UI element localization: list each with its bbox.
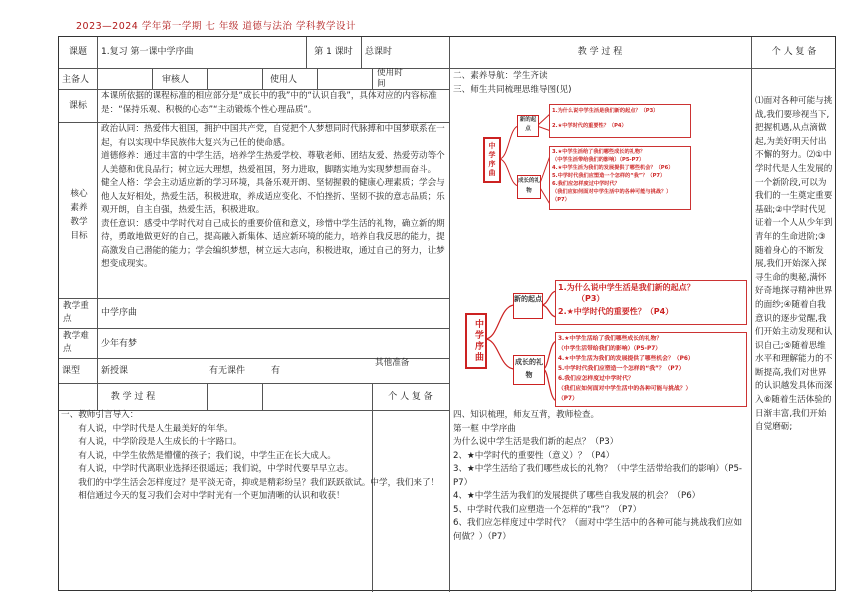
mindmap-large-item: （P3）	[577, 294, 605, 303]
intro-line: 有人说，中学生依然是懵懂的孩子；我们说，中学生正在长大成人。	[78, 450, 337, 461]
intro-title: 一、教师引言导入：	[61, 410, 139, 420]
bottom-process-heading: 教 学 过 程	[110, 392, 156, 402]
mindmap-large-item: 6.我们应怎样度过中学时代？	[558, 376, 634, 382]
intro-line: 有人说，中学时代离职业选择还很遥远；我们说，中学时代要早早立志。	[78, 464, 354, 474]
literacy-goals	[101, 123, 447, 272]
mindmap-small-item: （我们应如何面对中学生活中的各种可能与挑战？）	[552, 189, 672, 195]
question: 5、中学时代我们应塑造一个怎样的“我”？（P7）	[453, 504, 642, 515]
key-text: 中学序曲	[101, 308, 138, 318]
mindmap-large-item: （中学生活带给我们的影响）（P5-P7）	[558, 346, 662, 352]
process-heading: 教 学 过 程	[577, 47, 623, 57]
literacy-responsibility: 责任意识：感受中学时代对自己成长的重要价值和意义，珍惜中学生活的礼物，确立新的期待，勇敢地做更好的自己，提高融入新集体、适应新环境的能力，培养自我反思的能力，提高激发自己潜能的能力；学会编织梦想，树立远大志向，积极进取，通过自己的努力，让梦想变成现实。	[101, 218, 445, 269]
topic-label: 课题	[68, 47, 87, 57]
mindmap-small-item: 5.中学时代我们应塑造一个怎样的“我”？（P7）	[552, 173, 666, 179]
knowledge-heading: 四、知识梳理，师友互背，教师检查。	[453, 410, 600, 420]
question: 为什么说中学生活是我们新的起点？（P3）	[453, 437, 619, 447]
mindmap-small-item: 2.★中学时代的重要性？（P4）	[552, 123, 627, 129]
intro-line: 我们的中学生活会怎样度过？是平淡无奇，抑或是精彩纷呈？我们跃跃欲试。中学，我们来了！	[78, 477, 440, 488]
mindmap-intro: 三、师生共同梳理思维导图(见)	[453, 85, 572, 95]
mindmap-large-root: 中学序曲	[465, 313, 487, 369]
literacy-political: 政治认同：热爱伟大祖国，拥护中国共产党，自觉把个人梦想同时代脉搏和中国梦联系在一起，有以实现中华民族伟大复兴为己任的使命感。	[101, 124, 445, 148]
literacy-personality: 健全人格：学会主动适应新的学习环境，具备乐观开朗、坚韧握毅的健康心理素质；学会与他人友好相处，热爱生活，积极进取，养成适应变化、不怕挫折、坚韧不拔的意志品质；乐观开朗，自主自强，热爱生活，积极进取。	[101, 178, 445, 215]
reviewer-label: 审核人	[162, 75, 190, 85]
standard-label: 课标	[68, 101, 87, 111]
mindmap-large-item: （P7）	[558, 396, 578, 402]
literacy-label: 核心素养教学目标	[70, 189, 88, 241]
topic-value: 1.复习 第一课中学序曲	[101, 47, 194, 57]
mindmap-small-item: 1.为什么说中学生活是我们新的起点？（P3）	[552, 108, 659, 114]
mindmap-large-item: 3.★中学生活给了我们哪些成长的礼物？	[558, 336, 663, 342]
mindmap-large-item: 1.为什么说中学生活是我们新的起点？	[558, 283, 695, 292]
total-lessons-label: 总课时	[365, 47, 393, 57]
mindmap-large-item: （我们应如何面对中学生活中的各种可能与挑战？）	[558, 386, 692, 392]
literacy-moral: 道德修养：通过丰富的中学生活，培养学生热爱学校、尊敬老师、团结友爱、热爱劳动等个人美德和优良品行；树立远大理想，热爱祖国，努力进取，脚踏实地为实现梦想而奋斗。	[101, 151, 445, 175]
mindmap-large-item: 2.★中学时代的重要性？（P4）	[558, 307, 674, 316]
mindmap-small	[479, 101, 699, 211]
type-value: 新授课	[101, 366, 129, 376]
intro-line: 有人说，中学阶段是人生成长的十字路口。	[78, 437, 242, 447]
intro-section	[61, 409, 447, 504]
use-time-label: 使用时间	[377, 68, 403, 89]
question: 4、★中学生活为我们的发展提供了哪些自我发展的机会？（P6）	[453, 491, 701, 501]
difficulty-label: 教学难点	[63, 331, 89, 354]
other-prep-label: 其他准备	[375, 358, 410, 368]
question: 2、★中学时代的重要性（意义）？（P4）	[453, 450, 615, 461]
review-heading: 个 人 复 备	[771, 47, 817, 57]
lesson-plan-table	[58, 36, 836, 591]
mindmap-large-item: 4.★中学生活为我们的发展提供了哪些机会？（P6）	[558, 356, 694, 362]
type-label: 课型	[62, 366, 81, 376]
lesson-number: 第 1 课时	[314, 47, 353, 57]
question: 6、我们应怎样度过中学时代？（面对中学生活中的各种可能与挑战我们应如何做？）（P7）	[453, 518, 743, 542]
user-label: 使用人	[270, 75, 298, 85]
mindmap-small-item: （P7）	[552, 197, 570, 203]
courseware-label: 有无课件	[209, 366, 246, 376]
mindmap-large-node-gift: 成长的礼物	[513, 355, 545, 385]
knowledge-review	[453, 409, 747, 544]
section-title: 第一框 中学序曲	[453, 423, 516, 434]
mindmap-small-item: 6.我们应怎样度过中学时代？	[552, 181, 620, 187]
literacy-nav: 二、素养导航：学生齐读	[453, 71, 548, 81]
mindmap-small-item: 3.★中学生活给了我们哪些成长的礼物？	[552, 149, 646, 155]
mindmap-small-item: （中学生活带给我们的影响）（P5-P7）	[552, 157, 645, 163]
key-label: 教学重点	[63, 301, 89, 324]
mindmap-large	[459, 277, 749, 407]
mindmap-large-node-start: 新的起点	[513, 293, 543, 319]
intro-line: 有人说，中学时代是人生最美好的年华。	[78, 423, 233, 434]
mindmap-small-node-gift: 成长的礼物	[517, 175, 541, 199]
courseware-value: 有	[271, 366, 281, 376]
mindmap-small-item: 4.★中学生活为我们的发展提供了哪些机会？（P6）	[552, 165, 674, 171]
difficulty-text: 少年有梦	[101, 339, 138, 349]
standard-text: 本课所依据的课程标准的相应部分是“成长中的我”中的“认识自我”，具体对应的内容标准是：“保持乐观、积极的心态”“主动锻炼个性心理品质”。	[101, 91, 437, 115]
question: 3、★中学生活给了我们哪些成长的礼物？（中学生活带给我们的影响）（P5-P7）	[453, 464, 743, 488]
document-header: 2023—2024 学年第一学期 七 年级 道德与法治 学科教学设计	[76, 21, 356, 32]
personal-review-notes: ⑴面对各种可能与挑战,我们要珍视当下,把握机遇,从点滴做起,为美好明天付出不懈的努力。⑵①中学时代是人生发展的一个新阶段,可以为我们的一生奠定重要基础;②中学时代见证着一个人从少年到青年的生命进阶;③随着身心的不断发展,我们开始深入探寻生命的奥秘,满怀好奇地探寻精神世界的面纱;④随着自我意识的逐步觉醒,我们开始主动发现和认识自己;⑤随着思维水平和理解能力的不断提高,我们对世界的认识越发具体而深入⑥随着生活体验的日渐丰富,我们开始自觉磨砺;	[755, 96, 833, 433]
host-label: 主备人	[62, 75, 90, 85]
mindmap-small-node-start: 新的起点	[517, 115, 539, 137]
intro-line: 相信通过今天的复习我们会对中学时光有一个更加清晰的认识和收获！	[78, 491, 345, 501]
mindmap-small-root: 中学序曲	[483, 137, 501, 183]
bottom-review-heading: 个 人 复 备	[388, 392, 433, 402]
mindmap-large-item: 5.中学时代我们应塑造一个怎样的“我”？（P7）	[558, 366, 685, 372]
